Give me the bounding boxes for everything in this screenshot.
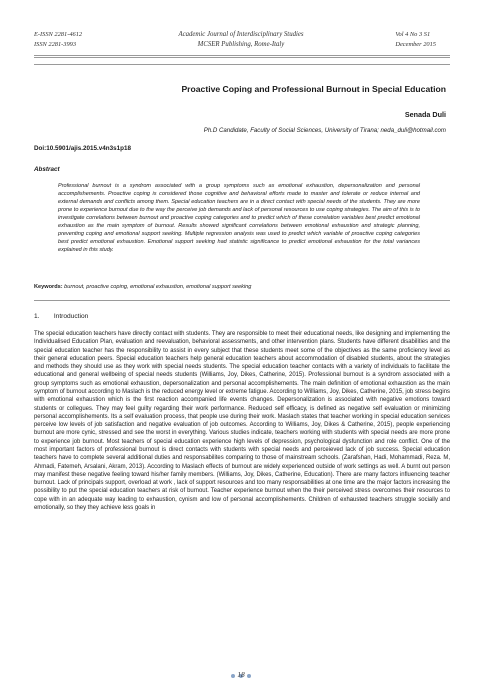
- section-title: Introduction: [53, 313, 89, 320]
- section-heading: [34, 313, 88, 320]
- page-number: 18: [237, 670, 245, 679]
- abstract-text: Professional burnout is a syndrom associated with a group symptoms such as emotional exhaustion, depersonalization and personal accomplishements. Proactive coping is considered those cognitive and behavioral efforts made to master and tolerate or reduce internal and external demands and conflicts among them. Special education teachers are in a direct contact with special needs of the students. They are more prone to experience burnout due to the way the perceive job demands and lack of personal resources to use coping strategies. The aim of this is to investigate correlations between burnout and proactive coping categories and to predict which of these correlation variables best predict emotional exhaustion as the main symptom of burnout. Results showed significant correlations between emotional exhaustion and strategic planning, preventing coping and emotional support seeking. Multiple regression analysis was used to predict which variable of proactive coping categories best predict emotional exhaustion. Emotional support seeking had statistic significance to predict emotional exhaustion for the total variances explained in this study.: [58, 183, 420, 254]
- issue-date: December 2015: [395, 41, 436, 48]
- journal-name: Academic Journal of Interdisciplinary Studies: [178, 31, 304, 38]
- article-title: Proactive Coping and Professional Burnout in Special Education: [181, 84, 446, 94]
- author-affiliation: Ph.D Candidate, Faculty of Social Sciences, University of Tirana; neda_duli@hotmail.com: [203, 127, 446, 134]
- volume-issue: Vol 4 No 3 S1: [395, 31, 431, 38]
- keywords-value: burnout, proactive coping, emotional exhaustion, emotional support seeking: [64, 284, 252, 290]
- issn: ISSN 2281-3993: [34, 41, 77, 48]
- section-number: 1.: [34, 313, 40, 320]
- header-divider: [34, 55, 450, 58]
- eissn: E-ISSN 2281-4612: [34, 31, 83, 38]
- publisher: MCSER Publishing, Rome-Italy: [197, 41, 285, 48]
- abstract-heading: Abstract: [34, 166, 60, 173]
- keywords-line: [34, 284, 450, 290]
- header-divider-thin: [34, 64, 450, 65]
- doi-link[interactable]: Doi:10.5901/ajis.2015.v4n3s1p18: [34, 145, 131, 152]
- issue-block: [395, 30, 436, 50]
- introduction-text: The special education teachers have directly contact with students. They are responsible to meet their educational needs, like designing and implementing the Individualised Education Plan, evaluation and reevaluation, behavioral assessments, and other intervention plans. Students have different disabilities and the special education teacher has the responsibility to assist in every subject that these students meet some of the objectives as the same proficiency level as their general education peers. Special education teachers help general education teachers about accommodation of disabled students, about the strategies and methods they should use as they work with special needs students. The special education teacher contacts with a variety of individuals to facilitate the educational and general wellbeing of special needs students (Williams, Joy, Dikes, Catherine, 2015). Professional burnout is a syndrom associated with a group symptoms such as emotional exhaustion, depersonalization and personal accomplishements. The main definition of emotional exhaustion as the main symptom of burnout according to Maslach is the reduced energy level or extreme fatigue. According to Williams, Joy, Dikes, Catherine, 2015, job stress begins with emotional exhaustion which is the first reaction accompanied life events changes. Depersonalization is associated with negative emotions toward students or collegues. They may feel guilty regarding their work performance. Reduced self efficacy, is defined as negative self evaluation or minimizing personal accomplishements. Its a self evaluation process, that people use during their work. Maslach states that teacher working in special education services perceive low levels of job satisfaction and negative evaluation of job outcomes. According to Williams, Joy, Dikes & Catherine, 2015), people experiencing burnout are more cynic, stressed and see the worst in everything. Various studies indicate, teachers working with students with special needs are more prone to experience job burnout. Most teachers of special education experience high levels of depression, psychological dysfunction and role conflict. One of the most important factors of professional burnout is direct contacts with students with special needs and perceieved lack of job success. Special education teachers have to complete several additional duties and responsabilites comparing to those of mainstream schools. (Zarafshan, Hadi, Mohammadi, Reza. M, Ahmadi, Fatemeh, Arsalani, Akram, 2013). According to Maslach effects of burnout are widely experienced outside of work settings as well. A burnt out person may manifest these negative feeling toward his/her family members. (Williams, Joy, Dikes, Catherine, Education). There are many factors influencing teacher burnout. Lack of principals support, overload at work , lack of support resources and too many responsabilities at one time are the major factors increasing the possibility to put the special education teachers at risk of burnout. Teacher experience burnout when the their perceived stress overcomes their resources to cope with in an adequate way leading to exhaustion, cynism and low of personal accomplishements. Children of exhausted teachers struggle socially and emotionally, so they they achieve less goals in: [34, 331, 450, 511]
- author-name: Senada Duli: [404, 110, 446, 119]
- keywords-label: Keywords:: [34, 284, 63, 290]
- section-divider: [34, 300, 450, 301]
